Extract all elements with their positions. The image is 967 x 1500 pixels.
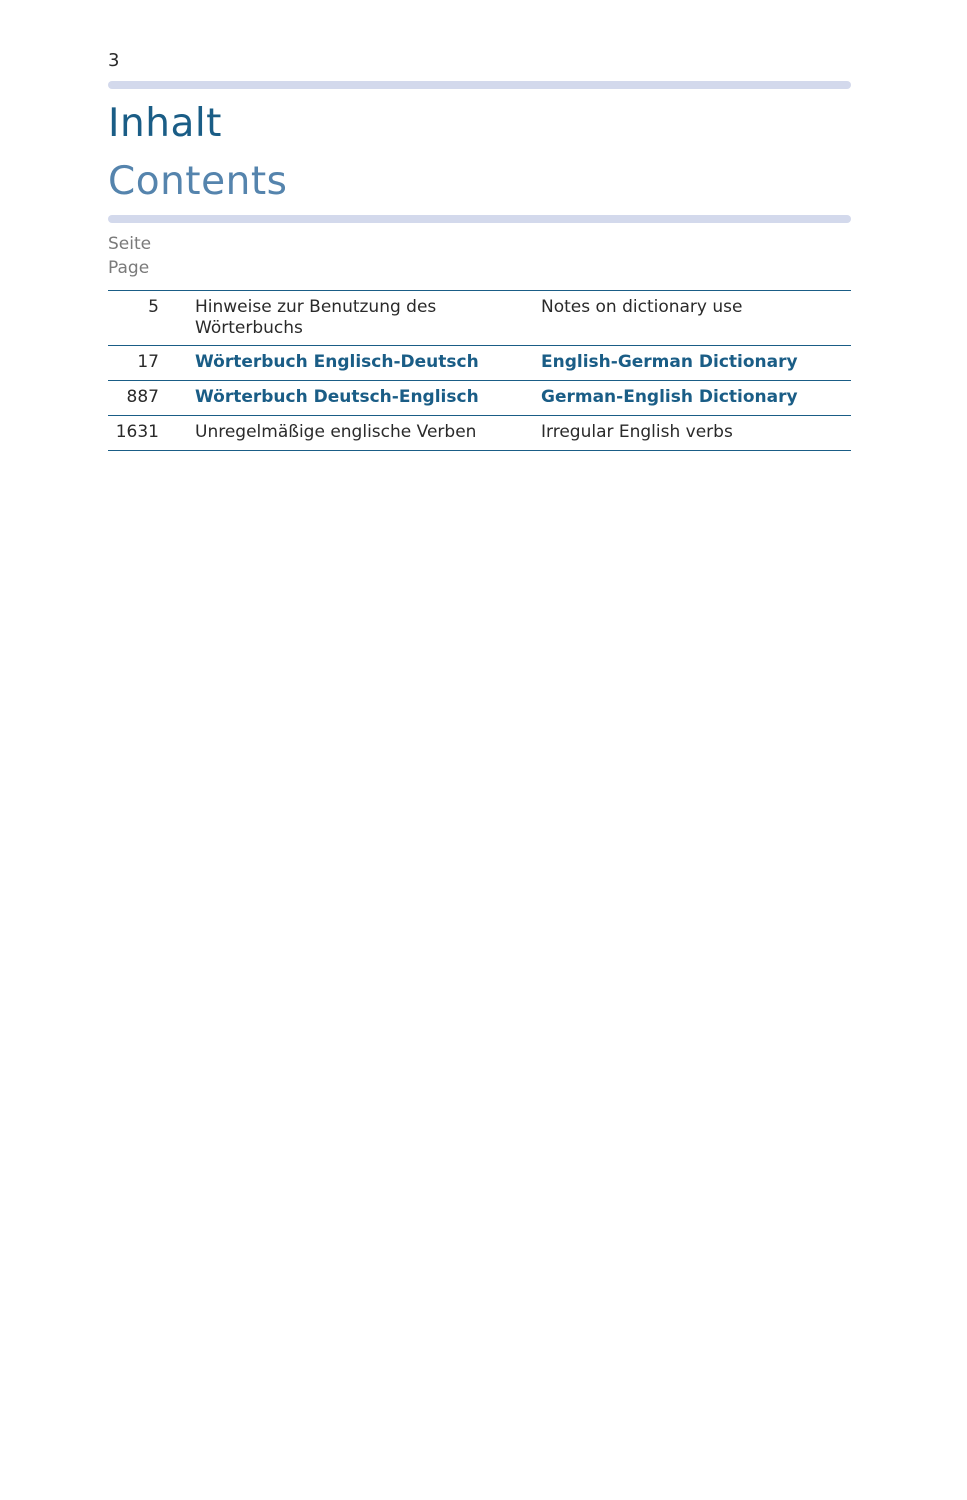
bottom-rule-bar	[108, 215, 851, 223]
toc-entry-english: English-German Dictionary	[541, 352, 798, 372]
toc-entry-german: Hinweise zur Benutzung des Wörterbuchs	[195, 297, 437, 338]
toc-entry-german: Wörterbuch Englisch-Deutsch	[195, 352, 479, 372]
column-header-german: Seite	[108, 234, 152, 254]
toc-entry-english: Irregular English verbs	[541, 422, 733, 442]
toc-entry-english: Notes on dictionary use	[541, 297, 743, 317]
toc-row[interactable]	[108, 291, 851, 346]
toc-row[interactable]	[108, 346, 851, 381]
toc-page-number: 1631	[115, 422, 159, 442]
title-german: Inhalt	[108, 101, 222, 146]
toc-entry-german: Wörterbuch Deutsch-Englisch	[195, 387, 479, 407]
top-rule-bar	[108, 81, 851, 89]
toc-page-number: 5	[148, 297, 159, 317]
toc-page-number: 17	[137, 352, 159, 372]
table-of-contents	[108, 290, 851, 451]
toc-row[interactable]	[108, 416, 851, 451]
title-english: Contents	[108, 159, 288, 204]
page-number: 3	[108, 50, 120, 71]
toc-page-number: 887	[126, 387, 159, 407]
toc-row[interactable]	[108, 381, 851, 416]
column-header-english: Page	[108, 258, 150, 278]
toc-entry-english: German-English Dictionary	[541, 387, 798, 407]
toc-entry-german: Unregelmäßige englische Verben	[195, 422, 477, 442]
